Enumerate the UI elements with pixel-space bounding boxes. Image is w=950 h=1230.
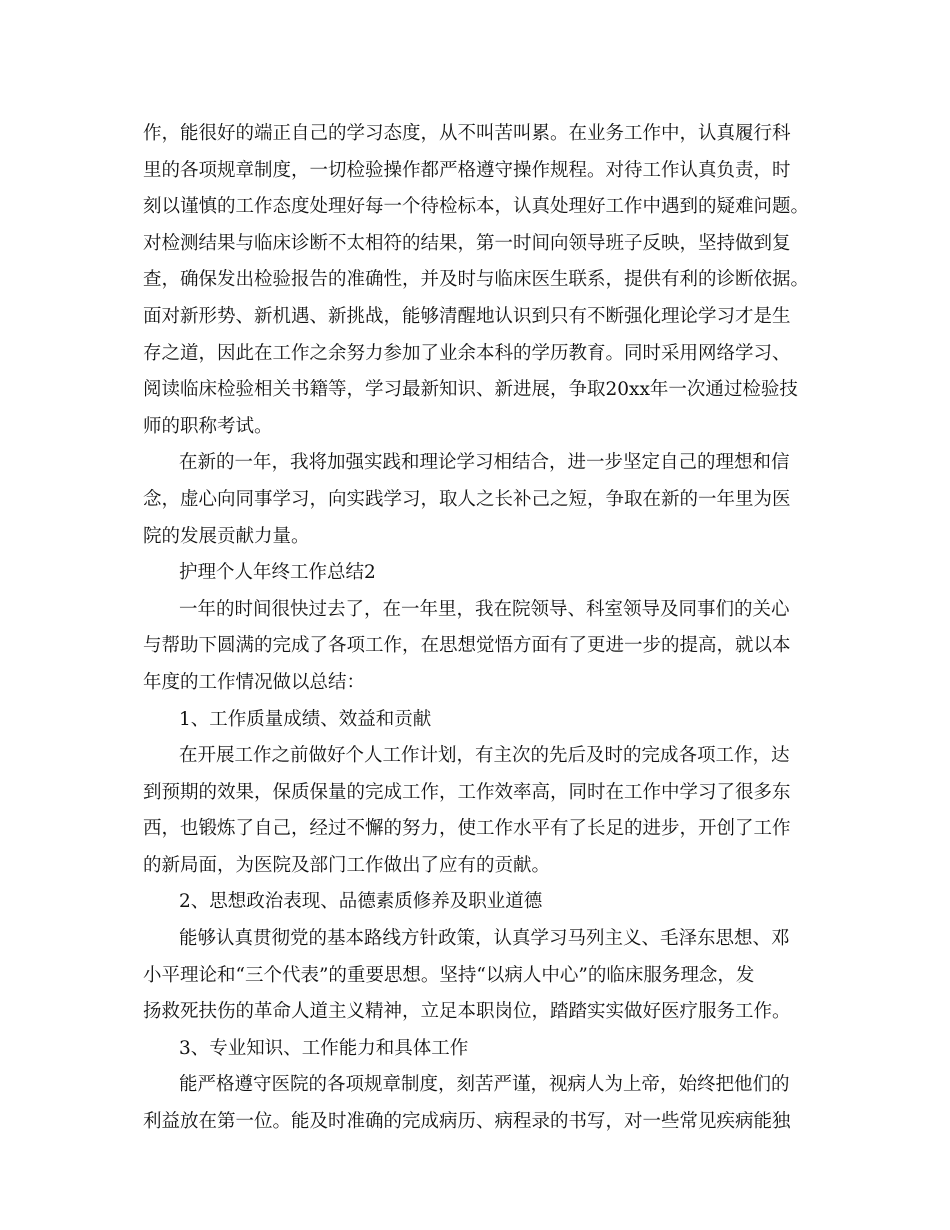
text-line: 1、工作质量成绩、效益和贡献 (179, 708, 432, 730)
text-line: 面对新形势、新机遇、新挑战，能够清醒地认识到只有不断强化理论学习才是生 (143, 305, 791, 327)
text-line: 念，虚心向同事学习，向实践学习，取人之长补己之短，争取在新的一年里为医 (143, 488, 791, 510)
text-line: 西，也锻炼了自己，经过不懈的努力，使工作水平有了长足的进步，开创了工作 (143, 818, 791, 840)
text-line: 与帮助下圆满的完成了各项工作，在思想觉悟方面有了更进一步的提高，就以本 (143, 635, 791, 657)
text-line: 作，能很好的端正自己的学习态度，从不叫苦叫累。在业务工作中，认真履行科 (143, 123, 791, 144)
text-line: 2、思想政治表现、品德素质修养及职业道德 (179, 891, 543, 913)
text-line: 年度的工作情况做以总结： (143, 671, 366, 693)
text-line: 护理个人年终工作总结2 (179, 562, 376, 584)
text-line: 扬救死扶伤的革命人道主义精神，立足本职岗位，踏踏实实做好医疗服务工作。 (143, 1001, 791, 1023)
text-line: 一年的时间很快过去了，在一年里，我在院领导、科室领导及同事们的关心 (179, 598, 790, 620)
text-line: 在新的一年，我将加强实践和理论学习相结合，进一步坚定自己的理想和信 (179, 452, 790, 474)
text-line: 查，确保发出检验报告的准确性，并及时与临床医生联系，提供有利的诊断依据。 (143, 269, 810, 291)
text-line: 能够认真贯彻党的基本路线方针政策，认真学习马列主义、毛泽东思想、邓 (179, 928, 790, 950)
text-line: 到预期的效果，保质保量的完成工作，工作效率高，同时在工作中学习了很多东 (143, 781, 791, 803)
text-line: 存之道，因此在工作之余努力参加了业余本科的学历教育。同时采用网络学习、 (143, 342, 791, 364)
text-line: 师的职称考试。 (143, 415, 273, 437)
text-line: 里的各项规章制度，一切检验操作都严格遵守操作规程。对待工作认真负责，时 (143, 159, 791, 181)
text-line: 刻以谨慎的工作态度处理好每一个待检标本，认真处理好工作中遇到的疑难问题。 (143, 196, 810, 218)
text-line: 3、专业知识、工作能力和具体工作 (179, 1037, 469, 1059)
text-line: 在开展工作之前做好个人工作计划，有主次的先后及时的完成各项工作，达 (179, 745, 790, 767)
text-line: 能严格遵守医院的各项规章制度，刻苦严谨，视病人为上帝，始终把他们的 (179, 1074, 790, 1096)
text-line: 的新局面，为医院及部门工作做出了应有的贡献。 (143, 854, 551, 876)
text-line: 利益放在第一位。能及时准确的完成病历、病程录的书写，对一些常见疾病能独 (143, 1111, 791, 1133)
text-line: 院的发展贡献力量。 (143, 525, 310, 547)
text-line: 小平理论和“三个代表”的重要思想。坚持“以病人中心”的临床服务理念，发 (143, 964, 755, 986)
text-line: 阅读临床检验相关书籍等，学习最新知识、新进展，争取20xx年一次通过检验技 (143, 379, 798, 401)
text-line: 对检测结果与临床诊断不太相符的结果，第一时间向领导班子反映，坚持做到复 (143, 232, 791, 254)
document-body (143, 116, 813, 1141)
